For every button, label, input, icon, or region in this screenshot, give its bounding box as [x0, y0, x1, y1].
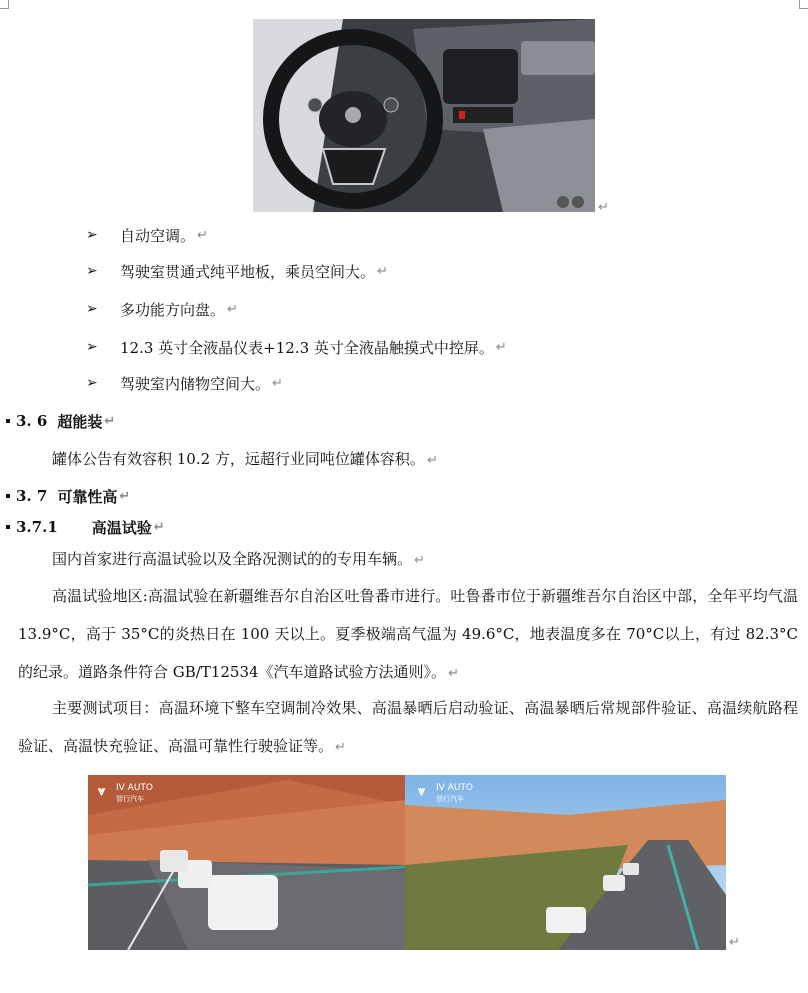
bullet-text: 多功能方向盘。	[120, 300, 226, 319]
logo-text: IV AUTO	[116, 783, 153, 793]
heading-marker-icon	[6, 419, 10, 423]
paragraph-mark: ↵	[414, 553, 425, 568]
body-paragraph	[18, 689, 798, 767]
iv-auto-logo-icon: ⩔	[98, 784, 106, 799]
paragraph-mark: ↵	[729, 935, 740, 950]
section-heading-3-7	[6, 483, 130, 509]
paragraph-text: 主要测试项目：高温环境下整车空调制冷效果、高温暴晒后启动验证、高温暴晒后常规部件验证、高温续航路程验证、高温快充验证、高温可靠性行驶验证等。	[18, 699, 798, 755]
bullet-arrow-icon: ➢	[86, 227, 98, 243]
heading-marker-icon	[6, 494, 10, 498]
body-paragraph	[18, 577, 798, 693]
body-paragraph	[18, 540, 798, 580]
paragraph-mark: ↵	[119, 488, 131, 504]
paragraph-mark: ↵	[598, 200, 609, 215]
section-number: 3. 7	[16, 487, 48, 505]
bullet-item	[86, 297, 238, 321]
paragraph-mark: ↵	[377, 263, 388, 279]
paragraph-mark: ↵	[227, 301, 238, 317]
bullet-item	[86, 259, 388, 283]
section-title: 高温试验	[91, 518, 152, 537]
section-number: 3.7.1	[16, 518, 58, 536]
high-temperature-road-test-photo	[88, 775, 726, 950]
paragraph-mark: ↵	[426, 453, 438, 468]
bullet-text: 驾驶室内储物空间大。	[120, 374, 271, 393]
crop-mark-top-left	[0, 0, 9, 9]
paragraph-mark: ↵	[197, 227, 208, 243]
paragraph-mark: ↵	[335, 740, 346, 755]
bullet-arrow-icon: ➢	[86, 375, 98, 391]
bullet-arrow-icon: ➢	[86, 339, 98, 355]
iv-auto-logo-icon: ⩔	[418, 784, 426, 799]
bullet-item	[86, 371, 283, 395]
logo-subtext: 智行汽车	[116, 795, 144, 803]
bullet-text: 12.3 英寸全液晶仪表+12.3 英寸全液晶触摸式中控屏。	[120, 338, 494, 357]
body-paragraph	[18, 440, 798, 480]
section-heading-3-6	[6, 408, 115, 434]
logo-subtext: 智行汽车	[436, 795, 464, 803]
paragraph-text: 国内首家进行高温试验以及全路况测试的的专用车辆。	[52, 550, 413, 568]
logo-text: IV AUTO	[436, 783, 473, 793]
paragraph-mark: ↵	[272, 375, 283, 391]
paragraph-text: 高温试验地区:高温试验在新疆维吾尔自治区吐鲁番市进行。吐鲁番市位于新疆维吾尔自治区中部，全年平均气温 13.9°C，高于 35°C的炎热日在 100 天以上。夏季极端高气温为 49.6°C，地表温度多在 70°C以上，有过 82.3°C的纪录。道路条件符合 GB/T12534《汽车道路试验方法通则》。	[18, 587, 798, 681]
bullet-arrow-icon: ➢	[86, 263, 98, 279]
paragraph-mark: ↵	[104, 413, 116, 429]
bullet-item	[86, 223, 208, 247]
section-title: 可靠性高	[57, 487, 118, 506]
paragraph-mark: ↵	[448, 666, 459, 681]
logo-right	[436, 783, 473, 805]
paragraph-mark: ↵	[495, 339, 507, 355]
road-test-illustration	[88, 775, 726, 950]
heading-marker-icon	[6, 525, 10, 529]
cockpit-photo	[253, 19, 595, 212]
bullet-arrow-icon: ➢	[86, 301, 98, 317]
bullet-text: 驾驶室贯通式纯平地板，乘员空间大。	[120, 262, 376, 281]
paragraph-text: 罐体公告有效容积 10.2 方，远超行业同吨位罐体容积。	[52, 450, 425, 468]
section-number: 3. 6	[16, 412, 48, 430]
bullet-item	[86, 335, 507, 359]
section-title: 超能装	[57, 412, 103, 431]
logo-left	[116, 783, 153, 805]
section-heading-3-7-1	[6, 514, 165, 540]
cockpit-illustration	[253, 19, 595, 212]
paragraph-mark: ↵	[153, 519, 165, 535]
crop-mark-top-right	[799, 0, 808, 9]
bullet-text: 自动空调。	[120, 226, 196, 245]
